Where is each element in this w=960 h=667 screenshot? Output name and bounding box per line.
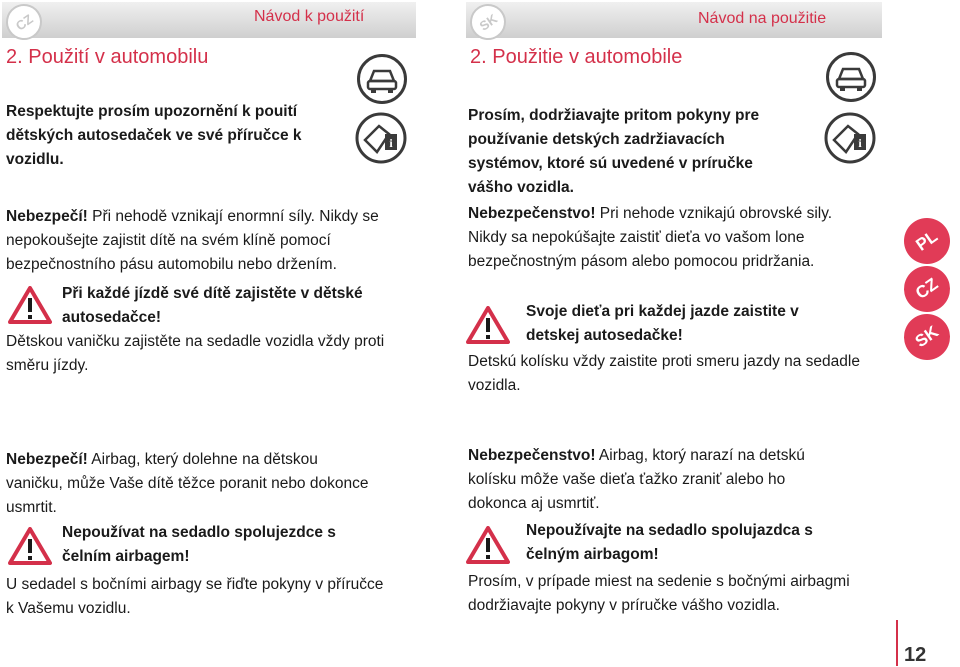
right-danger2-text: Airbag, ktorý narazí na detskú kolísku môže vaše dieťa ťažko zraniť alebo ho dokonca aj usmrtiť.: [468, 447, 805, 512]
right-intro: Prosím, dodržiavajte pritom pokyny pre používanie detských zadržiavacích systémov, ktoré sú uvedené v príručke vášho vozidla.: [468, 107, 760, 196]
side-badge-pl: PL: [895, 209, 959, 273]
side-badge-cz: CZ: [895, 257, 959, 321]
left-section-title: 2. Použití v automobilu: [6, 46, 209, 68]
right-header-title: Návod na použitie: [698, 10, 827, 27]
svg-text:i: i: [858, 136, 862, 150]
right-section-title: 2. Použitie v automobile: [470, 46, 683, 68]
right-danger2: [468, 444, 838, 516]
right-danger1-text: Pri nehode vznikajú obrovské sily. Nikdy sa nepokúšajte zaistiť dieťa vo vašom lone bezpečnostným pásom alebo pomocou pridržania.: [468, 205, 833, 270]
car-icon: [826, 52, 876, 102]
left-danger1: [6, 205, 406, 277]
lang-badge-sk: SK: [463, 0, 513, 47]
warning-triangle-icon: [466, 526, 510, 564]
left-intro: Respektujte prosím upozornění k pouití dětských autosedaček ve své příručce k vozidlu.: [6, 103, 302, 168]
lang-badge-cz: CZ: [0, 0, 49, 47]
right-danger1: [468, 202, 868, 274]
right-danger1-label: Nebezpečenstvo!: [468, 205, 596, 222]
left-warn1: Při každé jízdě své dítě zajistěte v dětské autosedačce!: [62, 285, 363, 326]
right-warn2: Nepoužívajte na sedadlo spolujazdca s čelným airbagom!: [526, 522, 813, 563]
right-warn1: Svoje dieťa pri každej jazde zaistite v detskej autosedačke!: [526, 303, 799, 344]
right-text2: Prosím, v prípade miest na sedenie s bočnými airbagmi dodržiavajte pokyny v príručke vášho vozidla.: [468, 573, 850, 614]
left-danger2: [6, 448, 376, 520]
svg-text:i: i: [389, 136, 393, 150]
left-danger2-text: Airbag, který dolehne na dětskou vaničku, může Vaše dítě těžce poranit nebo dokonce usmrtit.: [6, 451, 369, 516]
left-text1: Dětskou vaničku zajistěte na sedadle vozidla vždy proti směru jízdy.: [6, 333, 385, 374]
right-text1: Detskú kolísku vždy zaistite proti smeru jazdy na sedadle vozidla.: [468, 353, 860, 394]
left-danger2-label: Nebezpečí!: [6, 451, 88, 468]
page-number: 12: [904, 644, 927, 666]
page-number-rule: [896, 620, 898, 666]
left-header-title: Návod k použití: [254, 8, 365, 25]
right-danger2-label: Nebezpečenstvo!: [468, 447, 596, 464]
left-warn2: Nepoužívat na sedadlo spolujezdce s čelním airbagem!: [62, 524, 336, 565]
manual-info-icon: [824, 112, 876, 164]
warning-triangle-icon: [8, 527, 52, 565]
side-badge-sk: SK: [895, 305, 959, 369]
warning-triangle-icon: [8, 286, 52, 324]
manual-info-icon: [355, 112, 407, 164]
car-icon: [357, 54, 407, 104]
left-danger1-text: Při nehodě vznikají enormní síly. Nikdy se nepokoušejte zajistit dítě na svém klíně pomocí bezpečnostního pásu automobilu nebo držením.: [6, 208, 379, 273]
left-danger1-label: Nebezpečí!: [6, 208, 88, 225]
warning-triangle-icon: [466, 306, 510, 344]
left-text2: U sedadel s bočními airbagy se řiďte pokyny v příručce k Vašemu vozidlu.: [6, 576, 384, 617]
